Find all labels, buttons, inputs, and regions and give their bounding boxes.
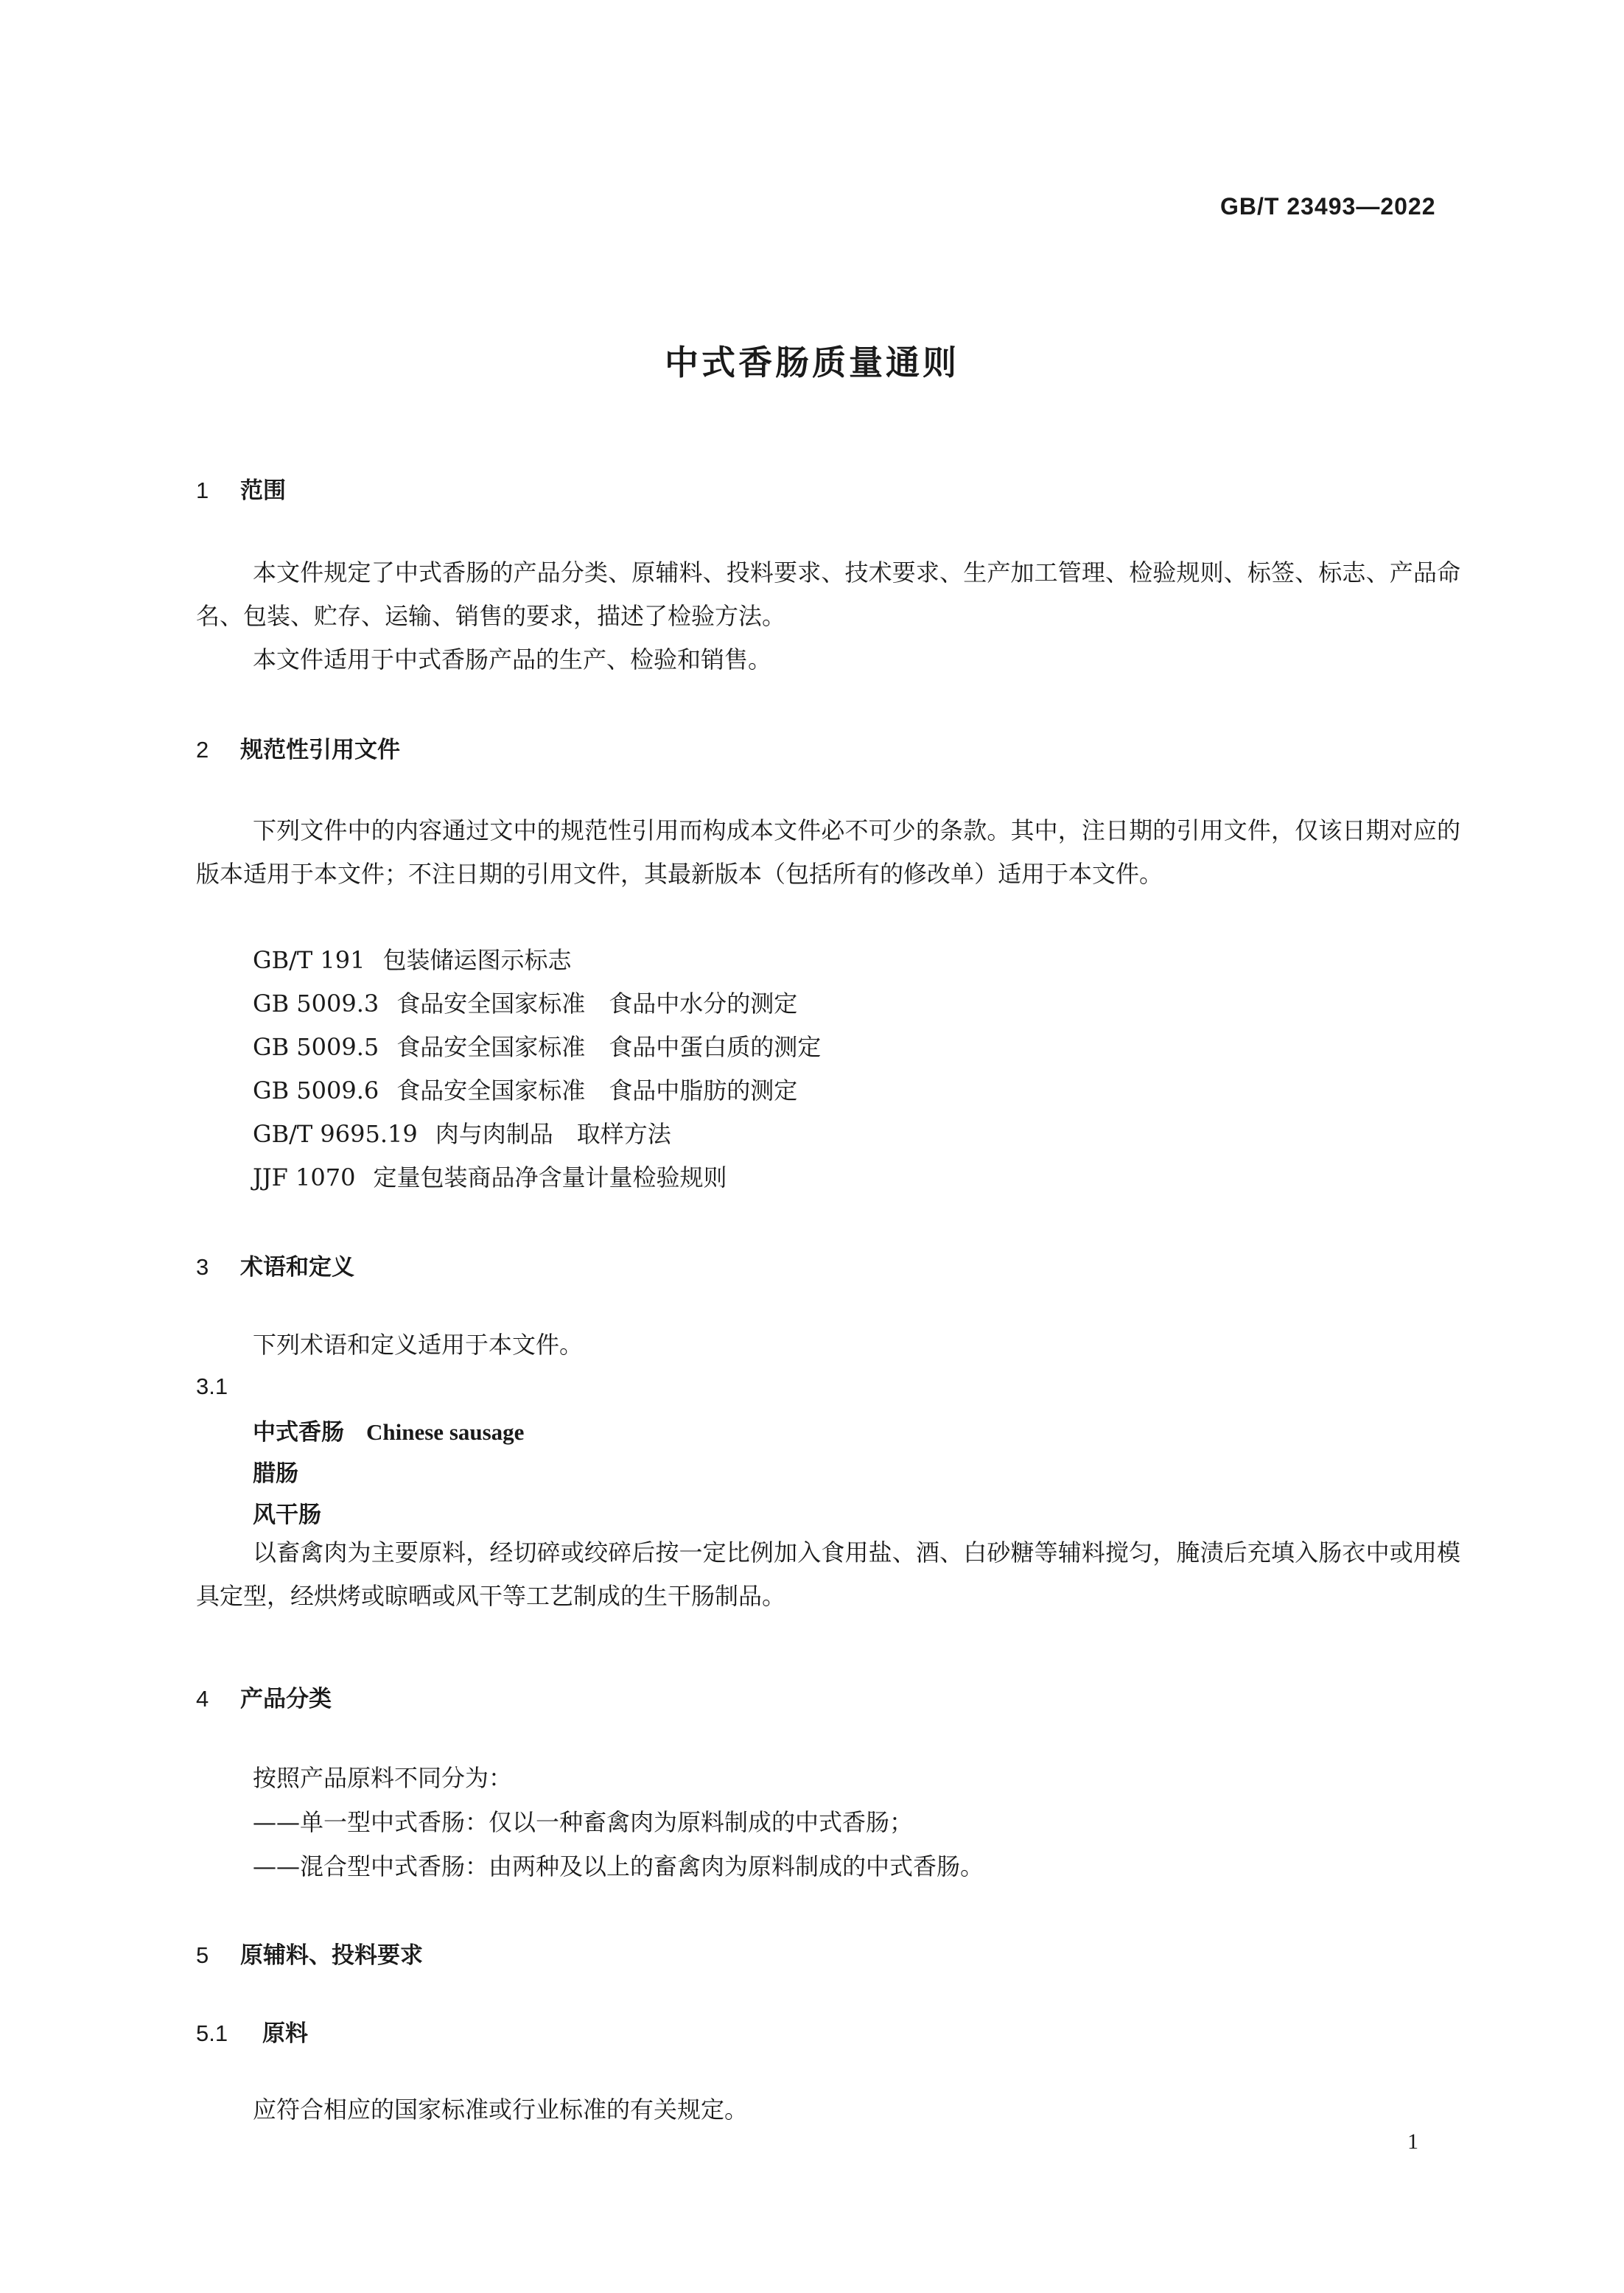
classification-item: ——混合型中式香肠：由两种及以上的畜禽肉为原料制成的中式香肠。: [253, 1852, 984, 1880]
reference-title: 包装储运图示标志: [382, 946, 572, 974]
reference-title: 肉与肉制品 取样方法: [435, 1120, 671, 1148]
term-zh: 中式香肠: [253, 1419, 344, 1446]
section-number: 5: [196, 1942, 209, 1968]
section-title: 产品分类: [240, 1686, 332, 1712]
document-title: 中式香肠质量通则: [665, 343, 959, 382]
subsection-5-1-heading: [196, 2014, 308, 2048]
section-5-heading: [196, 1936, 423, 1970]
subsection-title: 原料: [262, 2020, 308, 2047]
reference-code: GB 5009.5: [253, 1033, 379, 1061]
section-title: 原辅料、投料要求: [240, 1942, 423, 1969]
reference-title: 定量包装商品净含量计量检验规则: [373, 1163, 727, 1191]
reference-code: JJF 1070: [253, 1163, 356, 1191]
reference-code: GB/T 9695.19: [253, 1120, 418, 1148]
term-alt-2: 风干肠: [253, 1502, 321, 1528]
section-4-intro: 按照产品原料不同分为：: [253, 1764, 513, 1792]
reference-title: 食品安全国家标准 食品中脂肪的测定: [396, 1077, 798, 1105]
term-en: Chinese sausage: [366, 1419, 525, 1445]
subsection-number: 5.1: [196, 2020, 228, 2046]
section-title: 规范性引用文件: [240, 737, 400, 763]
section-3-heading: [196, 1248, 354, 1281]
reference-title: 食品安全国家标准 食品中蛋白质的测定: [396, 1033, 822, 1061]
reference-title: 食品安全国家标准 食品中水分的测定: [396, 990, 798, 1018]
section-title: 范围: [240, 477, 286, 504]
section-2-intro: 下列文件中的内容通过文中的规范性引用而构成本文件必不可少的条款。其中，注日期的引用文件，仅该日期对应的版本适用于本文件；不注日期的引用文件，其最新版本（包括所有的修改单）适用于本文件。: [196, 816, 1460, 888]
section-number: 1: [196, 477, 209, 503]
reference-item: [253, 1029, 821, 1063]
section-1-heading: [196, 472, 286, 505]
section-4-heading: [196, 1680, 332, 1713]
reference-item: [253, 985, 797, 1019]
term-definition: 以畜禽肉为主要原料，经切碎或绞碎后按一定比例加入食用盐、酒、白砂糖等辅料搅匀，腌渍后充填入肠衣中或用模具定型，经烘烤或晾晒或风干等工艺制成的生干肠制品。: [196, 1538, 1460, 1610]
reference-code: GB 5009.3: [253, 990, 379, 1018]
term-name: [253, 1413, 524, 1446]
reference-code: GB 5009.6: [253, 1077, 379, 1105]
section-number: 4: [196, 1686, 209, 1712]
reference-item: [253, 1072, 797, 1106]
section-3-intro: 下列术语和定义适用于本文件。: [253, 1331, 584, 1359]
section-2-heading: [196, 731, 400, 764]
section-1-paragraph-1: 本文件规定了中式香肠的产品分类、原辅料、投料要求、技术要求、生产加工管理、检验规则、标签、标志、产品命名、包装、贮存、运输、销售的要求，描述了检验方法。: [196, 559, 1460, 630]
term-number: 3.1: [196, 1373, 228, 1399]
page-number: 1: [1407, 2129, 1418, 2154]
reference-item: [253, 942, 571, 976]
reference-code: GB/T 191: [253, 946, 365, 974]
reference-item: [253, 1159, 727, 1193]
section-number: 3: [196, 1254, 209, 1280]
reference-item: [253, 1116, 671, 1149]
classification-item: ——单一型中式香肠：仅以一种畜禽肉为原料制成的中式香肠；: [253, 1808, 914, 1836]
section-title: 术语和定义: [240, 1254, 354, 1281]
section-1-paragraph-2: 本文件适用于中式香肠产品的生产、检验和销售。: [253, 645, 772, 673]
section-number: 2: [196, 737, 209, 763]
subsection-5-1-text: 应符合相应的国家标准或行业标准的有关规定。: [253, 2096, 749, 2124]
document-code: GB/T 23493—2022: [1220, 193, 1436, 220]
term-alt-1: 腊肠: [253, 1460, 298, 1487]
